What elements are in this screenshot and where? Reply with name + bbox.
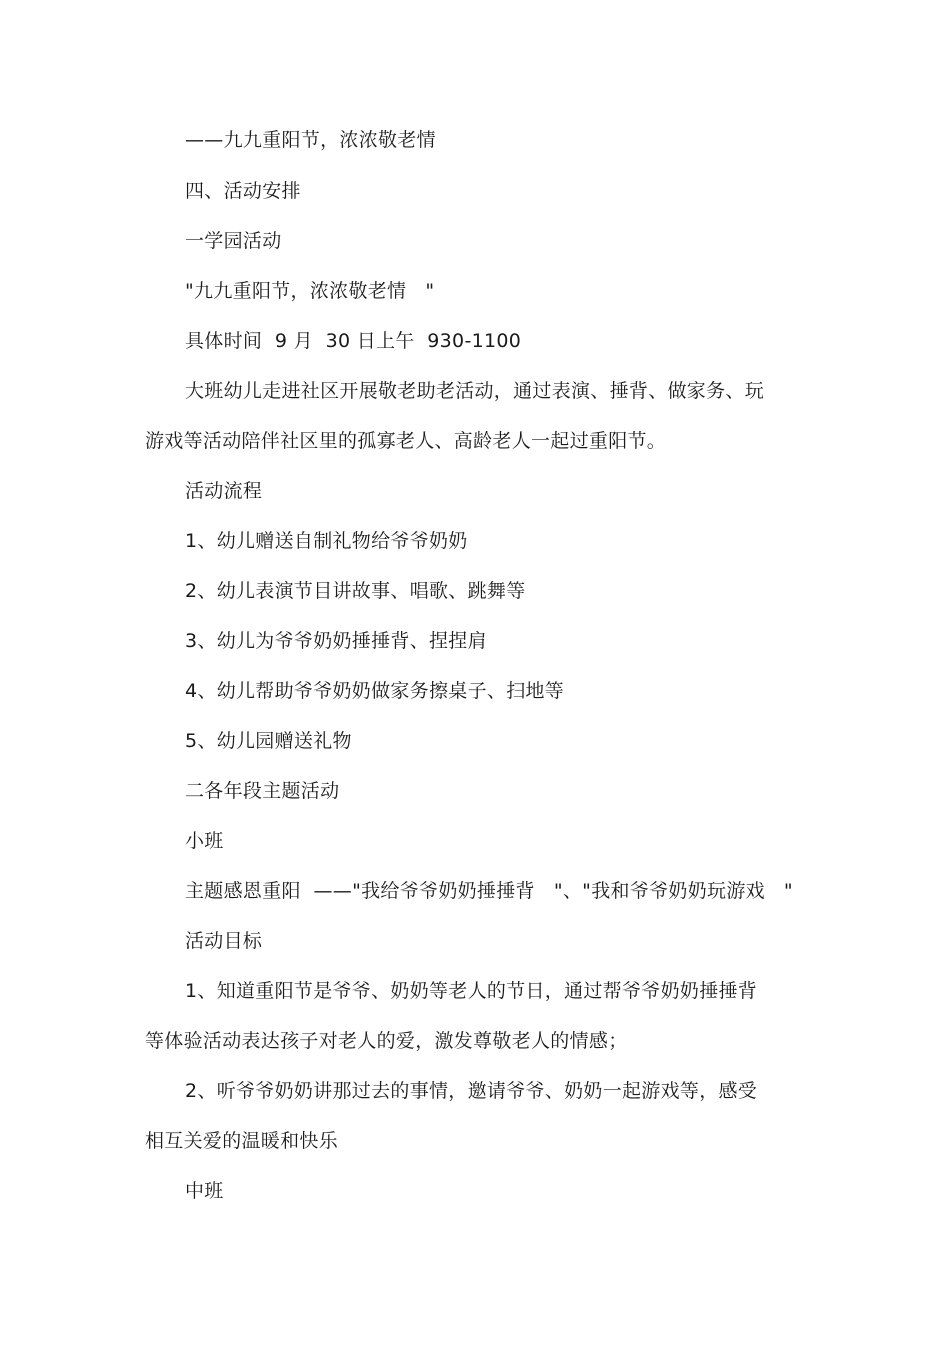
list-item: 4、幼儿帮助爷爷奶奶做家务擦桌子、扫地等: [185, 680, 565, 702]
list-item: 1、幼儿赠送自制礼物给爷爷奶奶: [185, 530, 468, 552]
paragraph-line: 1、知道重阳节是爷爷、奶奶等老人的节日，通过帮爷爷奶奶捶捶背: [185, 980, 758, 1002]
subtitle-line: ——九九重阳节，浓浓敬老情: [185, 129, 436, 151]
subheading-small-class: 小班: [185, 830, 224, 852]
list-item: 5、幼儿园赠送礼物: [185, 730, 352, 752]
paragraph-line: 大班幼儿走进社区开展敬老助老活动，通过表演、捶背、做家务、玩: [185, 380, 765, 402]
paragraph-line: 游戏等活动陪伴社区里的孤寡老人、高龄老人一起过重阳节。: [145, 430, 667, 452]
theme-line: 主题感恩重阳 ——"我给爷爷奶奶捶捶背 "、"我和爷爷奶奶玩游戏 ": [185, 880, 793, 902]
subheading-activity-process: 活动流程: [185, 480, 263, 502]
list-item: 3、幼儿为爷爷奶奶捶捶背、捏捏肩: [185, 630, 487, 652]
subheading-activity-goals: 活动目标: [185, 930, 263, 952]
paragraph-line: 等体验活动表达孩子对老人的爱，激发尊敬老人的情感；: [145, 1030, 628, 1052]
section-heading-activity-arrangement: 四、活动安排: [185, 180, 301, 202]
subheading-campus-activity: 一学园活动: [185, 230, 282, 252]
subheading-grade-themes: 二各年段主题活动: [185, 780, 340, 802]
paragraph-line: 相互关爱的温暖和快乐: [145, 1130, 339, 1152]
paragraph-line: 2、听爷爷奶奶讲那过去的事情，邀请爷爷、奶奶一起游戏等，感受: [185, 1080, 758, 1102]
list-item: 2、幼儿表演节目讲故事、唱歌、跳舞等: [185, 580, 526, 602]
subheading-middle-class: 中班: [185, 1180, 224, 1202]
activity-time-line: 具体时间 9 月 30 日上午 930-1100: [185, 330, 522, 352]
activity-title-line: "九九重阳节，浓浓敬老情 ": [185, 280, 435, 302]
